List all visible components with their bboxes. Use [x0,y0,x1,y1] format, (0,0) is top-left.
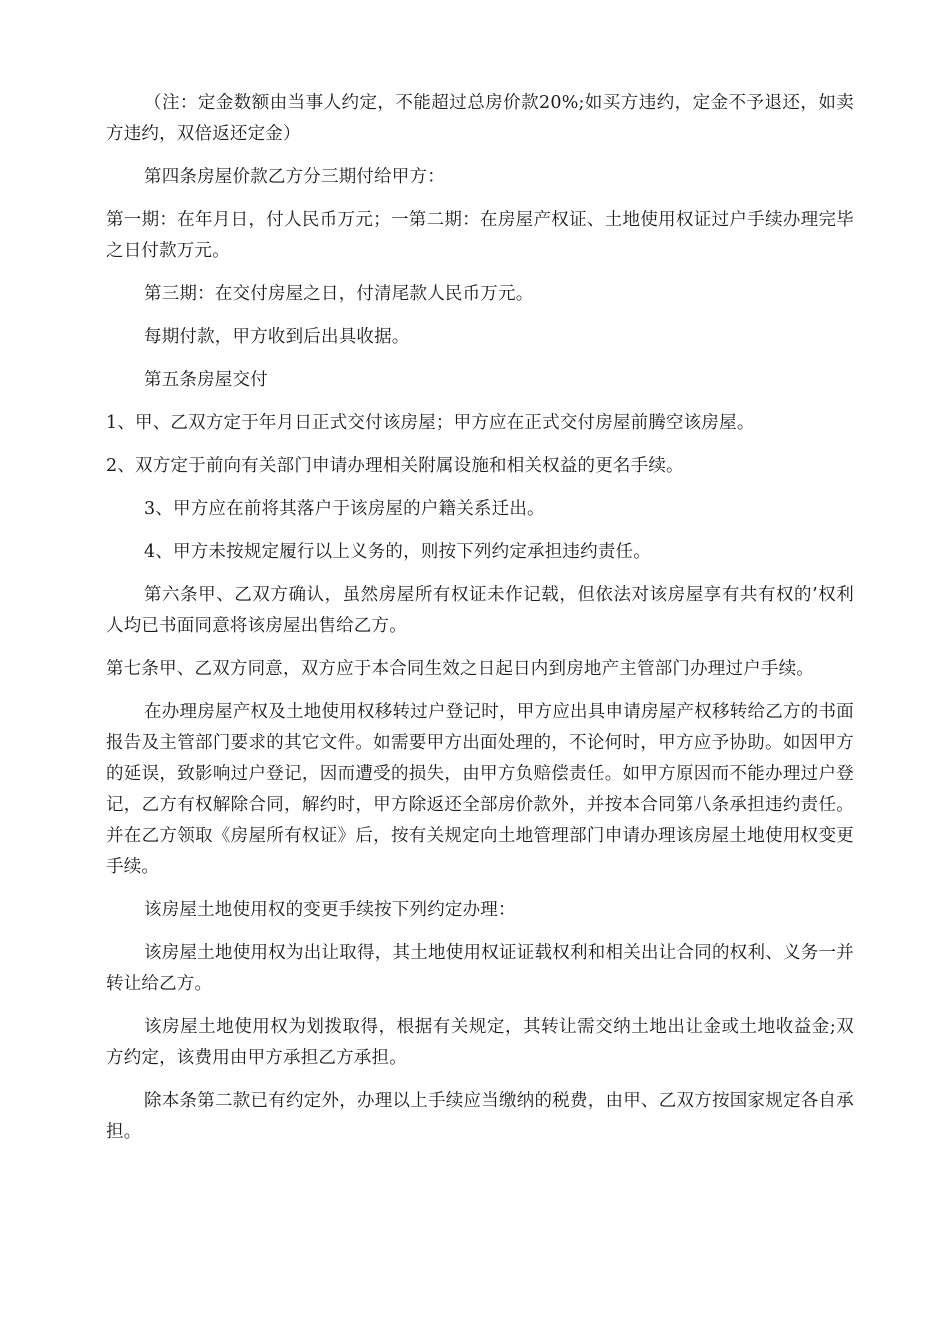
paragraph-taxes: 除本条第二款已有约定外，办理以上手续应当缴纳的税费，由甲、乙双方按国家规定各自承担。 [106,1091,854,1142]
paragraph-land-allocation: 该房屋土地使用权为划拨取得，根据有关规定，其转让需交纳土地出让金或土地收益金;双方约定，该费用由甲方承担乙方承担。 [106,1017,854,1068]
paragraph-deposit-note: （注：定金数额由当事人约定，不能超过总房价款20%;如买方违约，定金不予退还，如卖方违约，双倍返还定金） [106,93,854,144]
paragraph-receipt: 每期付款，甲方收到后出具收据。 [144,327,410,347]
paragraph-delivery-item-3: 3、甲方应在前将其落户于该房屋的户籍关系迁出。 [144,499,545,519]
paragraph-transfer-registration: 在办理房屋产权及土地使用权移转过户登记时，甲方应出具申请房屋产权移转给乙方的书面报告及主管部门要求的其它文件。如需要甲方出面处理的，不论何时，甲方应予协助。如因甲方的延误，致影响过户登记，因而遭受的损失，由甲方负赔偿责任。如甲方原因而不能办理过户登记，乙方有权解除合同，解约时，甲方除返还全部房价款外，并按本合同第八条承担违约责任。并在乙方领取《房屋所有权证》后，按有关规定向土地管理部门申请办理该房屋土地使用权变更手续。 [106,702,854,877]
paragraph-delivery-item-2: 2、双方定于前向有关部门申请办理相关附属设施和相关权益的更名手续。 [106,456,684,476]
paragraph-land-use-change: 该房屋土地使用权的变更手续按下列约定办理： [144,900,516,920]
paragraph-payment-phase-1-2: 第一期：在年月日，付人民币万元；一第二期：在房屋产权证、土地使用权证过户手续办理完毕之日付款万元。 [106,210,854,261]
paragraph-article-7: 第七条甲、乙双方同意，双方应于本合同生效之日起日内到房地产主管部门办理过户手续。 [106,659,814,679]
paragraph-delivery-item-1: 1、甲、乙双方定于年月日正式交付该房屋；甲方应在正式交付房屋前腾空该房屋。 [106,413,755,433]
paragraph-land-transfer-grant: 该房屋土地使用权为出让取得，其土地使用权证证载权利和相关出让合同的权利、义务一并转让给乙方。 [106,943,854,994]
document-body [106,88,854,1160]
paragraph-article-5: 第五条房屋交付 [144,370,268,390]
paragraph-delivery-item-4: 4、甲方未按规定履行以上义务的，则按下列约定承担违约责任。 [144,542,651,562]
paragraph-payment-phase-3: 第三期：在交付房屋之日，付清尾款人民币万元。 [144,284,534,304]
paragraph-article-4: 第四条房屋价款乙方分三期付给甲方： [144,167,445,187]
paragraph-article-6: 第六条甲、乙双方确认，虽然房屋所有权证未作记载，但依法对该房屋享有共有权的’权利人均已书面同意将该房屋出售给乙方。 [106,585,854,636]
